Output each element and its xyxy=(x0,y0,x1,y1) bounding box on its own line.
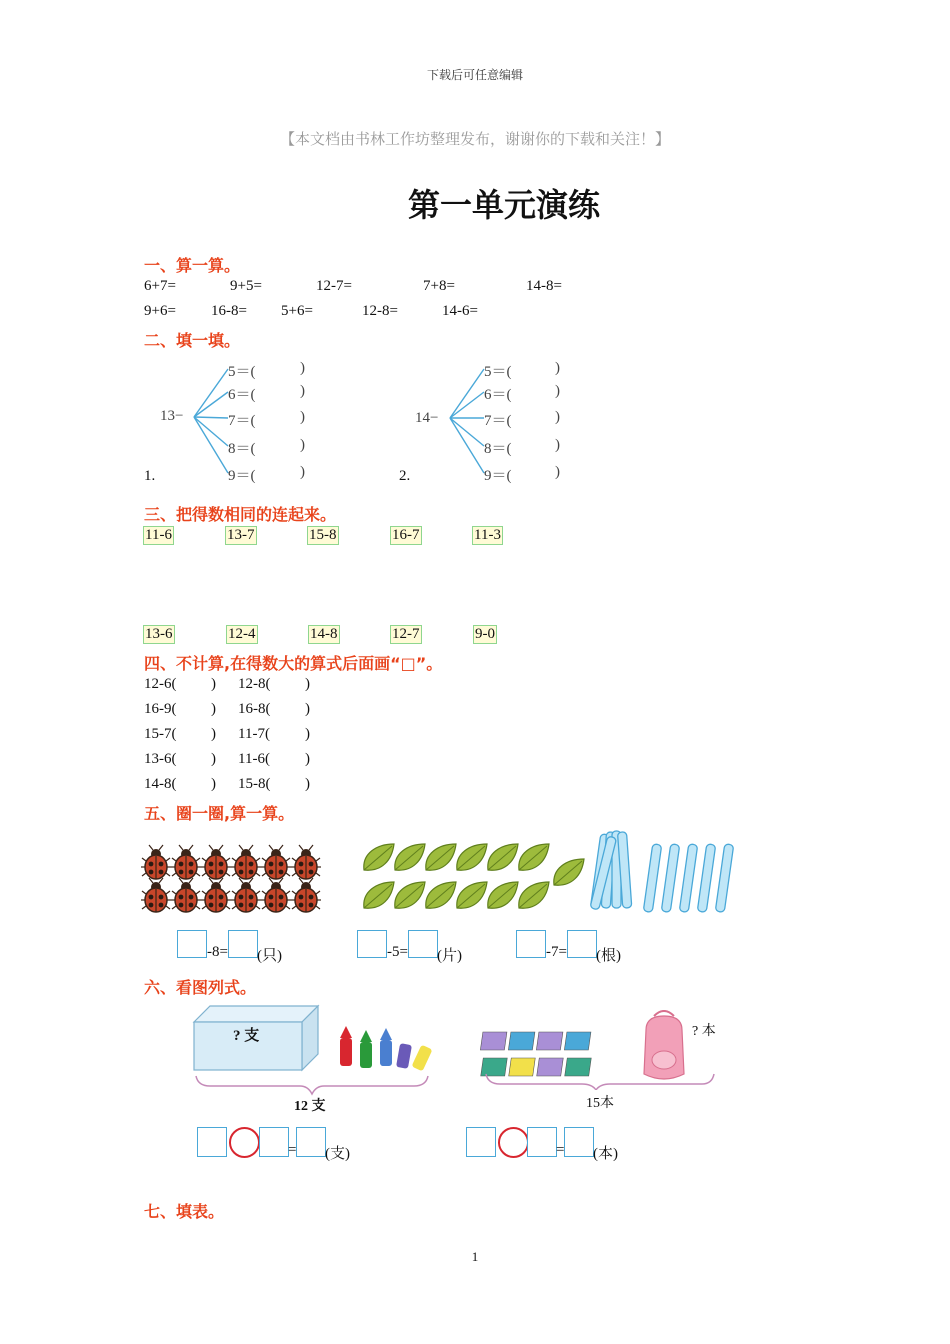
equation-operator: -7= xyxy=(546,944,567,960)
tree-2-branch: 9＝( xyxy=(484,468,512,484)
answer-box[interactable] xyxy=(228,930,258,958)
pencil-total-label: 12 支 xyxy=(294,1099,326,1114)
tree-2-root: 14− xyxy=(415,410,439,426)
answer-box[interactable] xyxy=(357,930,387,958)
equation-unit: (根) xyxy=(596,948,621,964)
operator-circle[interactable] xyxy=(498,1127,529,1158)
compare-item: 15-8( xyxy=(238,776,271,792)
section-3-title: 三、把得数相同的连起来。 xyxy=(144,505,337,524)
match-top-item[interactable]: 15-8 xyxy=(309,527,337,543)
compare-close: ) xyxy=(305,701,310,717)
ladybug-group-icon xyxy=(140,825,350,917)
compare-item: 11-7( xyxy=(238,726,270,742)
tree-2-close: ) xyxy=(555,383,560,399)
compare-close: ) xyxy=(305,776,310,792)
page-header: 下载后可任意编辑 xyxy=(426,68,523,82)
tree-1-branch: 5＝( xyxy=(228,364,256,380)
tree-1-close: ) xyxy=(300,409,305,425)
backpack-question-label: ? 本 xyxy=(692,1024,716,1039)
tree-2-branch: 5＝( xyxy=(484,364,512,380)
calc-item: 6+7= xyxy=(144,278,176,294)
match-top-item[interactable]: 16-7 xyxy=(392,527,420,543)
operator-circle[interactable] xyxy=(229,1127,260,1158)
match-bottom-item[interactable]: 12-7 xyxy=(392,626,420,642)
answer-box[interactable] xyxy=(177,930,207,958)
tree-1-close: ) xyxy=(300,383,305,399)
tree-2-number: 2. xyxy=(399,468,411,484)
calc-item: 9+5= xyxy=(230,278,262,294)
equation-unit: (本) xyxy=(593,1146,618,1162)
compare-item: 16-9( xyxy=(144,701,177,717)
books-and-backpack-icon xyxy=(480,1010,720,1090)
compare-item: 12-8( xyxy=(238,676,271,692)
tree-2-close: ) xyxy=(555,360,560,376)
calc-item: 12-8= xyxy=(362,303,398,319)
tree-1-branch: 7＝( xyxy=(228,413,256,429)
tree-1-close: ) xyxy=(300,464,305,480)
equation-unit: (支) xyxy=(325,1146,350,1162)
compare-item: 15-7( xyxy=(144,726,177,742)
compare-close: ) xyxy=(211,751,216,767)
equals-sign: = xyxy=(556,1142,565,1158)
tree-1-branch: 9＝( xyxy=(228,468,256,484)
answer-box[interactable] xyxy=(259,1127,289,1157)
match-bottom-item[interactable]: 14-8 xyxy=(310,626,338,642)
calc-item: 7+8= xyxy=(423,278,455,294)
match-top-item[interactable]: 11-3 xyxy=(474,527,501,543)
page-number: 1 xyxy=(471,1249,479,1264)
match-bottom-item[interactable]: 9-0 xyxy=(475,626,495,642)
compare-close: ) xyxy=(305,726,310,742)
pencil-box-and-crayons-icon xyxy=(190,1000,440,1100)
answer-box[interactable] xyxy=(527,1127,557,1157)
tree-1-branch: 6＝( xyxy=(228,387,256,403)
compare-close: ) xyxy=(305,751,310,767)
answer-box[interactable] xyxy=(516,930,546,958)
section-5-title: 五、圈一圈,算一算。 xyxy=(144,804,295,823)
compare-item: 11-6( xyxy=(238,751,270,767)
equation-operator: -8= xyxy=(207,944,228,960)
leaf-group-icon xyxy=(360,838,590,918)
tree-1-close: ) xyxy=(300,360,305,376)
compare-close: ) xyxy=(211,676,216,692)
tree-2-branch: 7＝( xyxy=(484,413,512,429)
answer-box[interactable] xyxy=(466,1127,496,1157)
match-top-item[interactable]: 13-7 xyxy=(227,527,255,543)
answer-box[interactable] xyxy=(197,1127,227,1157)
equation-unit: (只) xyxy=(257,948,282,964)
books-total-label: 15本 xyxy=(586,1096,614,1111)
tree-2-close: ) xyxy=(555,464,560,480)
calc-item: 5+6= xyxy=(281,303,313,319)
answer-box[interactable] xyxy=(408,930,438,958)
match-top-item[interactable]: 11-6 xyxy=(145,527,172,543)
tree-2-branch: 6＝( xyxy=(484,387,512,403)
section-4-title: 四、不计算,在得数大的算式后面画“□”。 xyxy=(144,654,443,673)
calc-item: 9+6= xyxy=(144,303,176,319)
tree-1-close: ) xyxy=(300,437,305,453)
compare-item: 16-8( xyxy=(238,701,271,717)
branch-lines xyxy=(0,0,950,520)
compare-close: ) xyxy=(211,776,216,792)
section-1-title: 一、算一算。 xyxy=(144,256,241,275)
compare-item: 12-6( xyxy=(144,676,177,692)
match-bottom-item[interactable]: 13-6 xyxy=(145,626,173,642)
calc-item: 16-8= xyxy=(211,303,247,319)
compare-close: ) xyxy=(305,676,310,692)
section-6-title: 六、看图列式。 xyxy=(144,978,257,997)
stick-group-icon xyxy=(590,828,740,916)
compare-close: ) xyxy=(211,726,216,742)
match-bottom-item[interactable]: 12-4 xyxy=(228,626,256,642)
equals-sign: = xyxy=(288,1142,297,1158)
tree-1-branch: 8＝( xyxy=(228,441,256,457)
tree-2-close: ) xyxy=(555,409,560,425)
compare-item: 13-6( xyxy=(144,751,177,767)
compare-item: 14-8( xyxy=(144,776,177,792)
tree-1-number: 1. xyxy=(144,468,156,484)
equation-operator: -5= xyxy=(387,944,408,960)
tree-2-branch: 8＝( xyxy=(484,441,512,457)
tree-2-close: ) xyxy=(555,437,560,453)
calc-item: 14-8= xyxy=(526,278,562,294)
calc-item: 12-7= xyxy=(316,278,352,294)
compare-close: ) xyxy=(211,701,216,717)
section-7-title: 七、填表。 xyxy=(144,1202,225,1221)
page-title: 第一单元演练 xyxy=(408,186,601,224)
answer-box[interactable] xyxy=(564,1127,594,1157)
answer-box[interactable] xyxy=(567,930,597,958)
answer-box[interactable] xyxy=(296,1127,326,1157)
publisher-notice: 【本文档由书林工作坊整理发布，谢谢你的下载和关注！】 xyxy=(279,130,670,148)
section-2-title: 二、填一填。 xyxy=(144,331,241,350)
calc-item: 14-6= xyxy=(442,303,478,319)
tree-1-root: 13− xyxy=(160,408,184,424)
equation-unit: (片) xyxy=(437,948,462,964)
pencil-box-label: ? 支 xyxy=(233,1028,260,1044)
